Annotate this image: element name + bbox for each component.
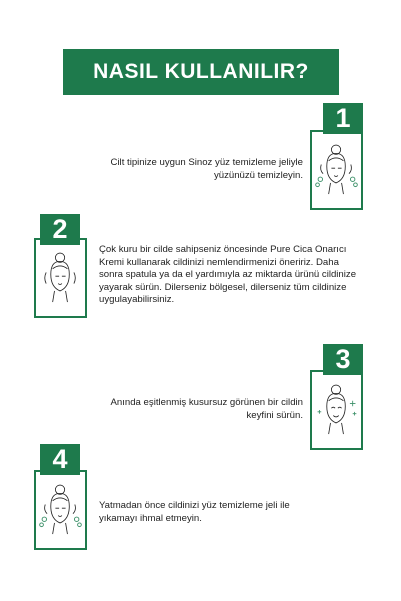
face-sparkle-icon	[312, 372, 361, 448]
step-3-text: Anında eşitlenmiş kusursuz görünen bir cildin keyfini sürün.	[110, 397, 303, 421]
face-washing-icon	[36, 472, 85, 548]
step-1-text: Cilt tipinize uygun Sinoz yüz temizleme jeliyle yüzünüzü temizleyin.	[110, 157, 303, 181]
step-1-number: 1	[323, 103, 363, 134]
step-4-number: 4	[40, 444, 80, 475]
step-3-illustration	[310, 370, 363, 450]
step-1-illustration	[310, 130, 363, 210]
step-3-number: 3	[323, 344, 363, 375]
step-4-illustration	[34, 470, 87, 550]
step-2-number: 2	[40, 214, 80, 245]
step-2-illustration	[34, 238, 87, 318]
step-4-text: Yatmadan önce cildinizi yüz temizleme jeli ile yıkamayı ihmal etmeyin.	[99, 500, 290, 524]
step-2-text: Çok kuru bir cilde sahipseniz öncesinde Pure Cica Onarıcı Kremi kullanarak cildinizi nemlendirmenizi öneririz. Daha sonra spatula ya da el yardımıyla az miktarda ürünü cildinize yayarak sürün. Dilerseniz bölgesel, dilerseniz tüm cildinize uygulayabilirsiniz.	[99, 244, 357, 306]
face-cream-icon	[36, 240, 85, 316]
page-title: NASIL KULLANILIR?	[63, 49, 339, 95]
face-washing-icon	[312, 132, 361, 208]
